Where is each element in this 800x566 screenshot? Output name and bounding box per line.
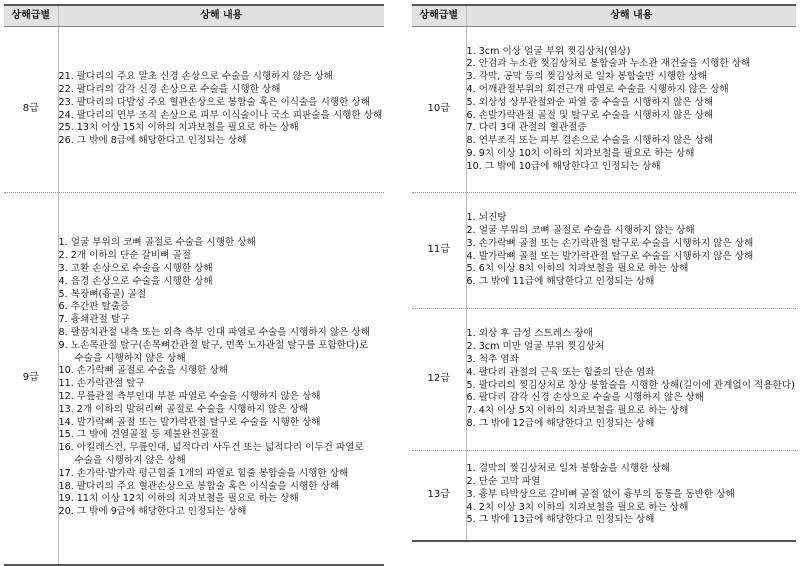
injury-item: 25. 13치 이상 15치 이하의 치과보철을 필요로 하는 상해 [58,122,299,134]
injury-item: 5. 6치 이상 8치 이하의 치과보철을 필요로 하는 상해 [466,263,689,275]
injury-item: 6. 추간판 탈출증 [58,301,130,313]
injury-item: 7. 다리 3대 관절의 혈관절증 [466,122,587,134]
grade-row [412,193,796,309]
injury-item: 17. 손가락·발가락 평근힘줄 1개의 파열로 힘줄 봉합술을 시행한 상해 [58,467,349,479]
injury-item: 4. 발가락뼈 골절 또는 발가락관절 탈구로 수술을 시행하지 않은 상해 [466,250,754,262]
injury-item: 5. 그 밖에 13급에 해당한다고 인정되는 상해 [466,514,655,526]
injury-item-list [467,328,797,430]
grade-label: 11급 [412,193,466,309]
injury-item: 19. 11치 이상 12치 이하의 치과보철을 필요로 하는 상해 [58,493,299,505]
injury-item: 1. 뇌진탕 [466,212,507,224]
injury-item: 15. 그 밖에 견열골절 등 제불완전골절 [58,429,219,441]
injury-item: 14. 발가락뼈 골절 또는 발가락관절 탈구로 수술을 시행한 상해 [58,416,321,428]
injury-item-list [467,46,797,174]
injury-item: 8. 연부조직 또는 피부 결손으로 수술을 시행하지 않은 상해 [466,135,714,147]
injury-item: 16. 아킬레스건, 무릎인대, 넓적다리 사두건 또는 넓적다리 이두건 파열로 수술을 시행하지 않은 상해 [58,442,364,467]
injury-item: 9. 9치 이상 10치 이하의 치과보철을 필요로 하는 상해 [466,147,695,159]
injury-item-list [59,237,385,519]
injury-item: 21. 팔다리의 주요 말초 신경 손상으로 수술을 시행하지 않은 상해 [58,71,333,83]
injury-item: 10. 손가락뼈 골절로 수술을 시행한 상해 [58,365,229,377]
injury-item: 3. 고환 손상으로 수술을 시행한 상해 [58,263,213,275]
injury-item: 6. 팔다리 감각 신경 손상으로 수술을 시행하지 않은 상해 [466,392,704,404]
header-content: 상해 내용 [466,5,796,27]
grade-label: 13급 [412,451,466,541]
grade-label: 12급 [412,309,466,451]
injury-item: 26. 그 밖에 8급에 해당한다고 인정되는 상해 [58,135,247,147]
injury-item: 7. 흉쇄관절 탈구 [58,314,130,326]
injury-item: 13. 2개 이하의 발허리뼈 골절로 수술을 시행하지 않은 상해 [58,403,309,415]
injury-item: 23. 팔다리의 다발성 주요 혈관손상으로 봉합술 혹은 이식술을 시행한 상해 [58,96,370,108]
grade-row [412,27,796,193]
injury-item: 5. 외상성 상부관절와순 파열 중 수술을 시행하지 않은 상해 [466,96,714,108]
injury-item-list [59,71,385,148]
injury-items-cell [58,27,384,193]
injury-item: 3. 흉부 타박상으로 갈비뼈 골절 없이 흉부의 동통을 동반한 상해 [466,488,735,500]
injury-item: 2. 얼굴 부위의 코뼈 골절로 수술을 시행하지 않는 상해 [466,224,695,236]
table-header-row [412,5,796,27]
grade-row [412,451,796,541]
injury-item: 1. 외상 후 급성 스트레스 장애 [466,328,593,340]
injury-item: 1. 얼굴 부위의 코뼈 골절로 수술을 시행한 상해 [58,237,256,249]
injury-item: 6. 손발가락관절 골절 및 탈구로 수술을 시행하지 않은 상해 [466,109,714,121]
grade-label: 9급 [4,193,58,565]
injury-items-cell [58,193,384,565]
injury-items-cell [466,451,796,541]
injury-item: 8. 그 밖에 12급에 해당한다고 인정되는 상해 [466,417,655,429]
injury-item: 2. 3cm 미만 얼굴 부위 찢김상처 [466,341,605,353]
injury-item: 12. 무릎관절 측부인대 부분 파열로 수술을 시행하지 않은 상해 [58,391,321,403]
injury-item: 5. 복장뼈(흉골) 골절 [58,288,147,300]
grade-row [412,309,796,451]
injury-item: 8. 팔꿈치관절 내측 또는 외측 측부 인대 파열로 수술을 시행하지 않은 상해 [58,327,370,339]
injury-items-cell [466,27,796,193]
injury-items-cell [466,309,796,451]
injury-item-list [467,463,797,527]
injury-item: 24. 팔다리의 연부 조직 손상으로 피부 이식술이나 국소 피판술을 시행한 상해 [58,109,383,121]
injury-item: 4. 팔다리 관절의 근육 또는 힘줄의 단순 염좌 [466,366,655,378]
table-header-row [4,5,384,27]
injury-item: 3. 척추 염좌 [466,353,519,365]
injury-item: 4. 음경 손상으로 수술을 시행한 상해 [58,275,213,287]
grade-row [4,27,384,193]
injury-grade-table-left [4,4,384,566]
header-content: 상해 내용 [58,5,384,27]
injury-item-list [467,212,797,289]
injury-item: 7. 4치 이상 5치 이하의 치과보철을 필요로 하는 상해 [466,405,689,417]
injury-item: 6. 그 밖에 11급에 해당한다고 인정되는 상해 [466,276,655,288]
injury-items-cell [466,193,796,309]
grade-label: 10급 [412,27,466,193]
injury-item: 3. 손가락뼈 골절 또는 손가락관절 탈구로 수술을 시행하지 않은 상해 [466,237,754,249]
injury-item: 5. 팔다리의 찢김상처로 창상 봉합술을 시행한 상해(길이에 관계없이 적용한다) [466,379,795,391]
injury-item: 1. 결막의 찢김상처로 일차 봉합술을 시행한 상해 [466,463,671,475]
injury-item: 18. 팔다리의 주요 혈관손상으로 봉합술 혹은 이식술을 시행한 상해 [58,480,340,492]
injury-item: 9. 노손목관절 탈구(손목뼈간관절 탈구, 먼쪽 노자관절 탈구를 포함한다)로 수술을 시행하지 않은 상해 [58,339,369,364]
header-grade: 상해급별 [412,5,466,27]
grade-label: 8급 [4,27,58,193]
injury-item: 20. 그 밖에 9급에 해당한다고 인정되는 상해 [58,506,247,518]
injury-grade-table-right [412,4,796,542]
injury-item: 11. 손가락관절 탈구 [58,378,145,390]
injury-item: 22. 팔다리의 감각 신경 손상으로 수술을 시행한 상해 [58,83,281,95]
injury-item: 2. 단순 고막 파열 [466,476,541,488]
injury-item: 10. 그 밖에 10급에 해당한다고 인정되는 상해 [466,160,661,172]
injury-item: 2. 안검과 누소관 찢김상처로 봉합술과 누소관 재건술을 시행한 상해 [466,58,751,70]
header-grade: 상해급별 [4,5,58,27]
injury-item: 3. 각막, 공막 등의 찢김상처로 일차 봉합술만 시행한 상해 [466,71,707,83]
injury-item: 1. 3cm 이상 얼굴 부위 찢김상처(열상) [466,45,631,57]
injury-item: 2. 2개 이하의 단순 갈비뼈 골절 [58,250,191,262]
injury-item: 4. 2치 이상 3치 이하의 치과보철을 필요로 하는 상해 [466,501,689,513]
injury-item: 4. 어깨관절부위의 회전근개 파열로 수술을 시행하지 않은 상해 [466,83,729,95]
grade-row [4,193,384,565]
